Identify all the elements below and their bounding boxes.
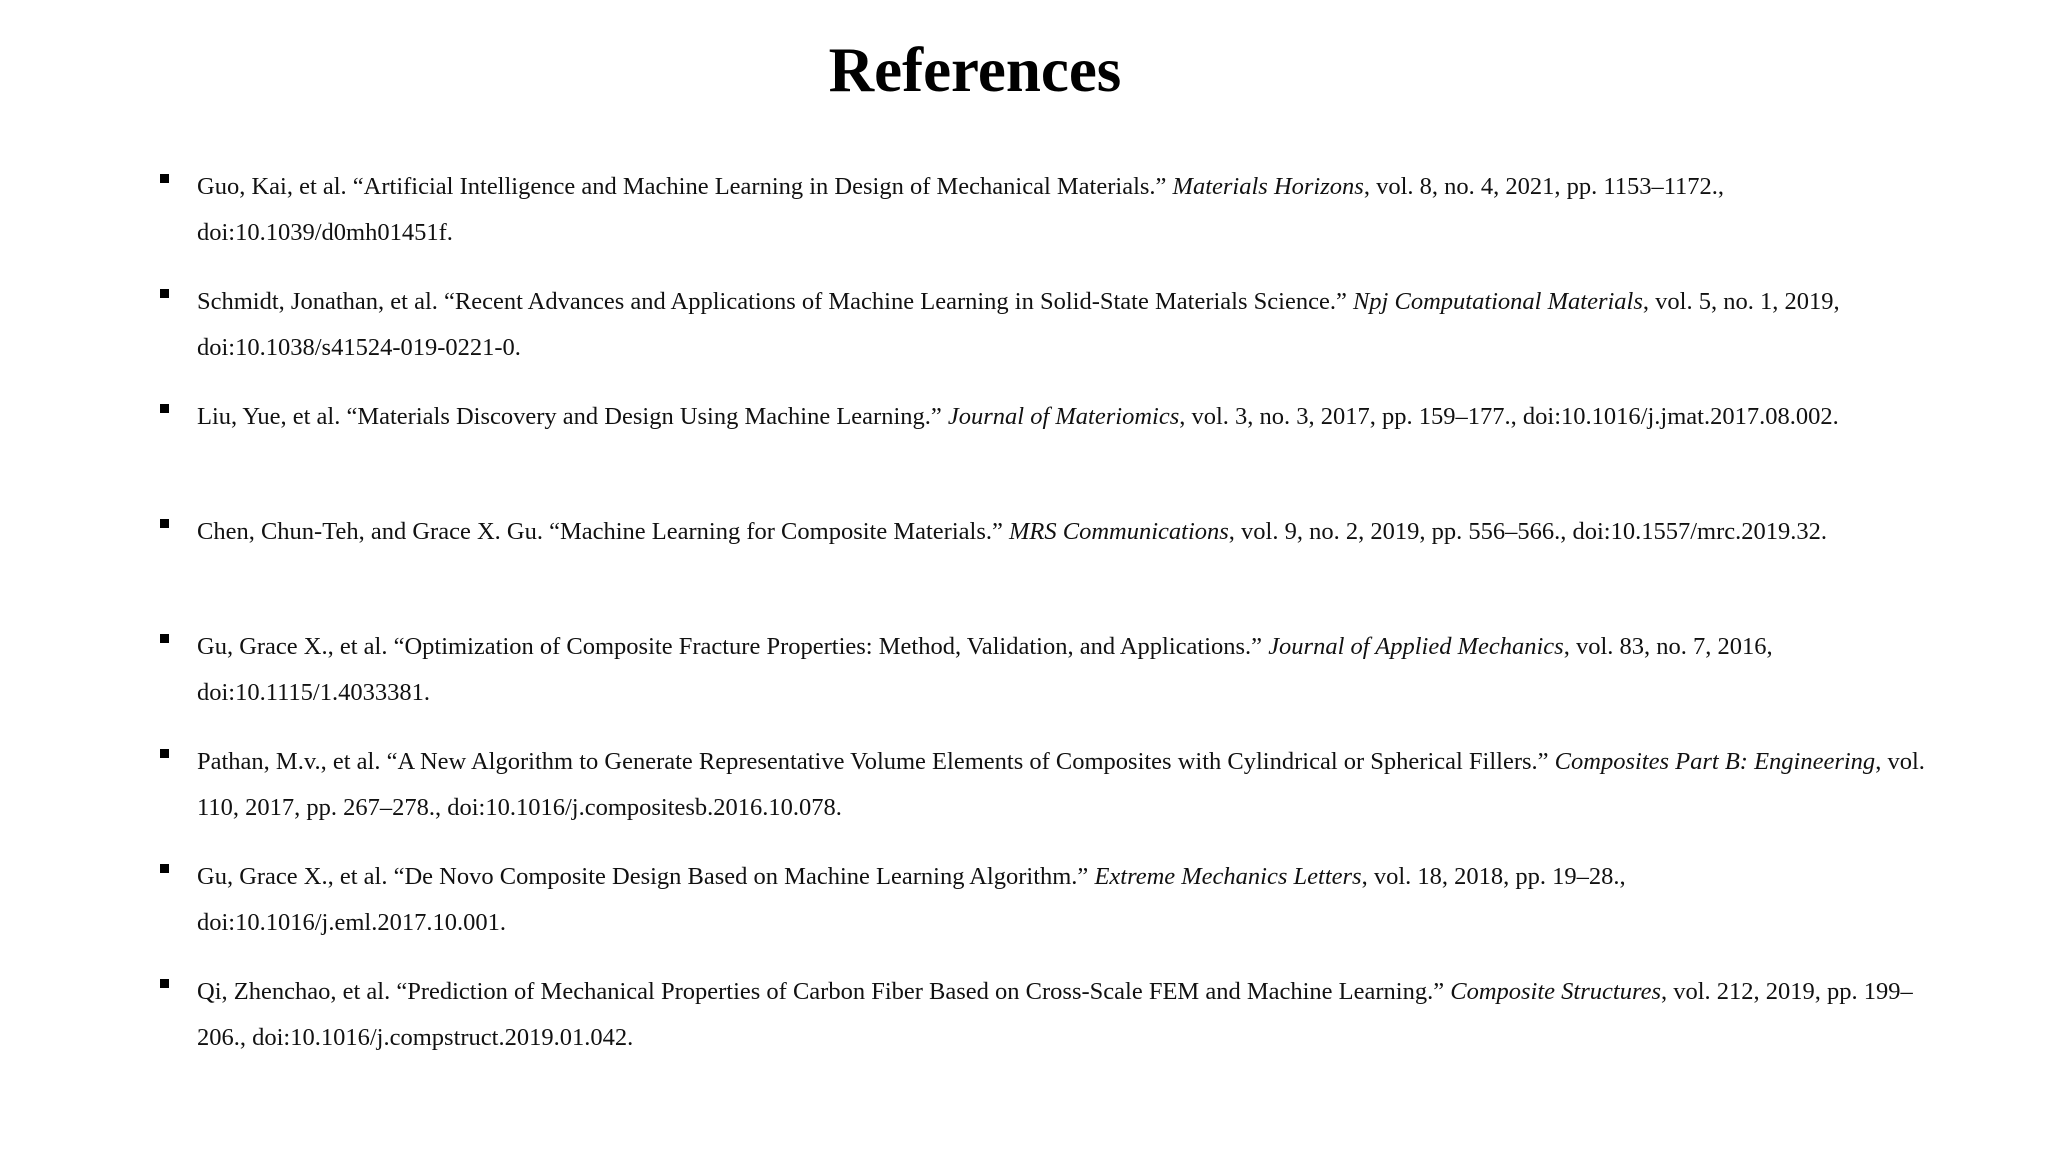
- reference-details: , vol. 18, 2018, pp. 19–28., doi:10.1016/j.eml.2017.10.001.: [197, 863, 1626, 936]
- reference-text: [197, 854, 1937, 946]
- reference-details: , vol. 8, no. 4, 2021, pp. 1153–1172., doi:10.1039/d0mh01451f.: [197, 173, 1725, 246]
- reference-authors-title: Pathan, M.v., et al. “A New Algorithm to Generate Representative Volume Elements of Composites with Cylindrical or Spherical Fillers.”: [197, 748, 1555, 775]
- reference-details: , vol. 110, 2017, pp. 267–278., doi:10.1016/j.compositesb.2016.10.078.: [197, 748, 1925, 821]
- reference-journal: Npj Computational Materials: [1352, 288, 1643, 315]
- reference-authors-title: Qi, Zhenchao, et al. “Prediction of Mechanical Properties of Carbon Fiber Based on Cross-Scale FEM and Machine Learning.”: [197, 978, 1451, 1005]
- square-bullet-icon: [160, 174, 169, 183]
- reference-details: , vol. 5, no. 1, 2019, doi:10.1038/s41524-019-0221-0.: [197, 288, 1840, 361]
- reference-text: [197, 969, 1937, 1061]
- reference-details: , vol. 212, 2019, pp. 199–206., doi:10.1016/j.compstruct.2019.01.042.: [197, 978, 1913, 1051]
- reference-authors-title: Chen, Chun-Teh, and Grace X. Gu. “Machine Learning for Composite Materials.”: [197, 518, 1009, 545]
- square-bullet-icon: [160, 519, 169, 528]
- reference-journal: Journal of Applied Mechanics: [1268, 633, 1564, 660]
- square-bullet-icon: [160, 749, 169, 758]
- reference-text: [197, 279, 1937, 371]
- reference-details: , vol. 83, no. 7, 2016, doi:10.1115/1.4033381.: [197, 633, 1773, 706]
- reference-text: [197, 394, 1937, 440]
- reference-authors-title: Gu, Grace X., et al. “De Novo Composite Design Based on Machine Learning Algorithm.”: [197, 863, 1095, 890]
- square-bullet-icon: [160, 404, 169, 413]
- reference-text: [197, 624, 1937, 716]
- reference-details: , vol. 3, no. 3, 2017, pp. 159–177., doi:10.1016/j.jmat.2017.08.002.: [1179, 403, 1839, 430]
- reference-journal: Extreme Mechanics Letters: [1094, 863, 1362, 890]
- reference-text: [197, 739, 1937, 831]
- reference-journal: Materials Horizons: [1172, 173, 1364, 200]
- reference-journal: Journal of Materiomics: [947, 403, 1180, 430]
- reference-text: [197, 164, 1937, 256]
- square-bullet-icon: [160, 864, 169, 873]
- reference-journal: Composite Structures: [1450, 978, 1661, 1005]
- square-bullet-icon: [160, 634, 169, 643]
- square-bullet-icon: [160, 979, 169, 988]
- reference-text: [197, 509, 1937, 555]
- reference-authors-title: Schmidt, Jonathan, et al. “Recent Advances and Applications of Machine Learning in Solid-State Materials Science.”: [197, 288, 1353, 315]
- reference-authors-title: Gu, Grace X., et al. “Optimization of Composite Fracture Properties: Method, Validation, and Applications.”: [197, 633, 1269, 660]
- page-title: References: [828, 35, 1122, 105]
- square-bullet-icon: [160, 289, 169, 298]
- reference-authors-title: Guo, Kai, et al. “Artificial Intelligence and Machine Learning in Design of Mechanical Materials.”: [197, 173, 1173, 200]
- reference-journal: MRS Communications: [1008, 518, 1229, 545]
- reference-authors-title: Liu, Yue, et al. “Materials Discovery and Design Using Machine Learning.”: [197, 403, 948, 430]
- reference-details: , vol. 9, no. 2, 2019, pp. 556–566., doi:10.1557/mrc.2019.32.: [1228, 518, 1827, 545]
- reference-journal: Composites Part B: Engineering: [1554, 748, 1876, 775]
